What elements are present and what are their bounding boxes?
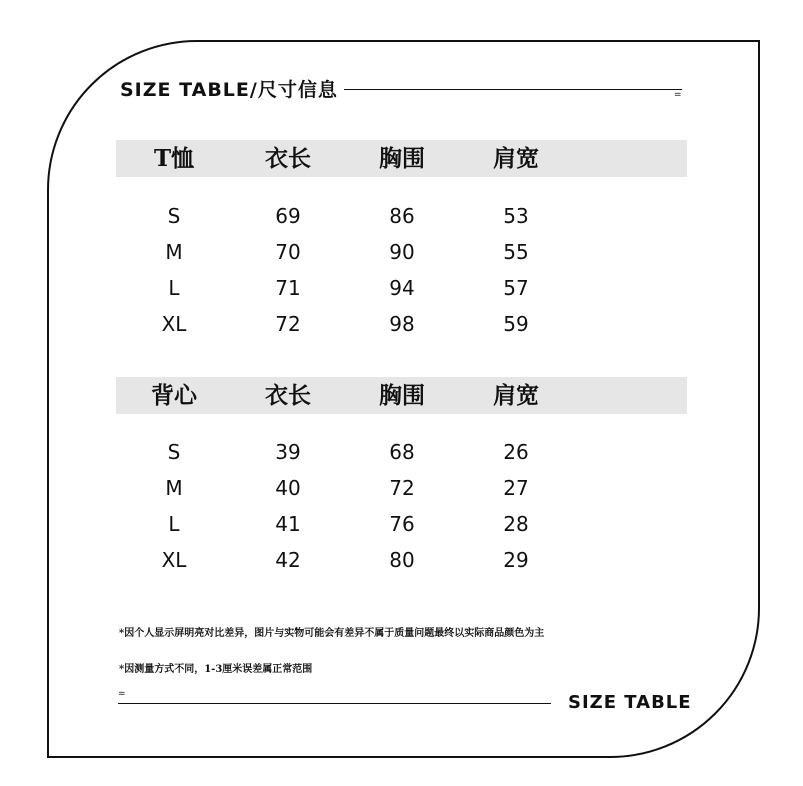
vest-shoulder: 29 xyxy=(503,548,529,572)
vest-shoulder: 27 xyxy=(503,476,529,500)
vest-table-header xyxy=(116,377,687,414)
footer-start-mark: = xyxy=(118,689,126,699)
vest-header-shoulder: 肩宽 xyxy=(493,382,539,409)
vest-shoulder: 28 xyxy=(503,512,529,536)
vest-header-item: 背心 xyxy=(151,382,197,409)
tshirt-table-header xyxy=(116,140,687,177)
tshirt-chest: 90 xyxy=(389,240,415,264)
tshirt-header-shoulder: 肩宽 xyxy=(493,145,539,172)
tshirt-chest: 86 xyxy=(389,204,415,228)
tshirt-size: M xyxy=(165,240,183,264)
footer-title: SIZE TABLE xyxy=(568,692,692,713)
vest-chest: 76 xyxy=(389,512,415,536)
vest-size: XL xyxy=(161,548,187,572)
vest-size: L xyxy=(168,512,180,536)
vest-chest: 68 xyxy=(389,440,415,464)
tshirt-chest: 98 xyxy=(389,312,415,336)
vest-header-length: 衣长 xyxy=(265,382,311,409)
vest-chest: 80 xyxy=(389,548,415,572)
tshirt-size: S xyxy=(167,204,181,228)
tshirt-shoulder: 55 xyxy=(503,240,529,264)
tshirt-shoulder: 57 xyxy=(503,276,529,300)
color-disclaimer-note: *因个人显示屏明亮对比差异，图片与实物可能会有差异不属于质量问题最终以实际商品颜色为主 xyxy=(119,628,545,639)
tshirt-length: 72 xyxy=(275,312,301,336)
page-title: SIZE TABLE/尺寸信息 xyxy=(120,79,338,101)
vest-length: 40 xyxy=(275,476,301,500)
vest-shoulder: 26 xyxy=(503,440,529,464)
tshirt-header-chest: 胸围 xyxy=(379,145,425,172)
tshirt-length: 69 xyxy=(275,204,301,228)
tshirt-chest: 94 xyxy=(389,276,415,300)
vest-size: M xyxy=(165,476,183,500)
tshirt-shoulder: 59 xyxy=(503,312,529,336)
tshirt-size: XL xyxy=(161,312,187,336)
tshirt-length: 70 xyxy=(275,240,301,264)
vest-length: 39 xyxy=(275,440,301,464)
header-divider xyxy=(344,89,682,90)
tshirt-shoulder: 53 xyxy=(503,204,529,228)
tshirt-size: L xyxy=(168,276,180,300)
vest-length: 41 xyxy=(275,512,301,536)
vest-header-chest: 胸围 xyxy=(379,382,425,409)
tshirt-length: 71 xyxy=(275,276,301,300)
vest-size: S xyxy=(167,440,181,464)
footer-divider xyxy=(118,703,551,704)
vest-chest: 72 xyxy=(389,476,415,500)
header-end-mark: = xyxy=(674,90,682,100)
tshirt-header-item: T恤 xyxy=(153,145,195,172)
tshirt-header-length: 衣长 xyxy=(265,145,311,172)
measurement-disclaimer-note: *因测量方式不同，1-3厘米误差属正常范围 xyxy=(119,664,313,675)
vest-length: 42 xyxy=(275,548,301,572)
